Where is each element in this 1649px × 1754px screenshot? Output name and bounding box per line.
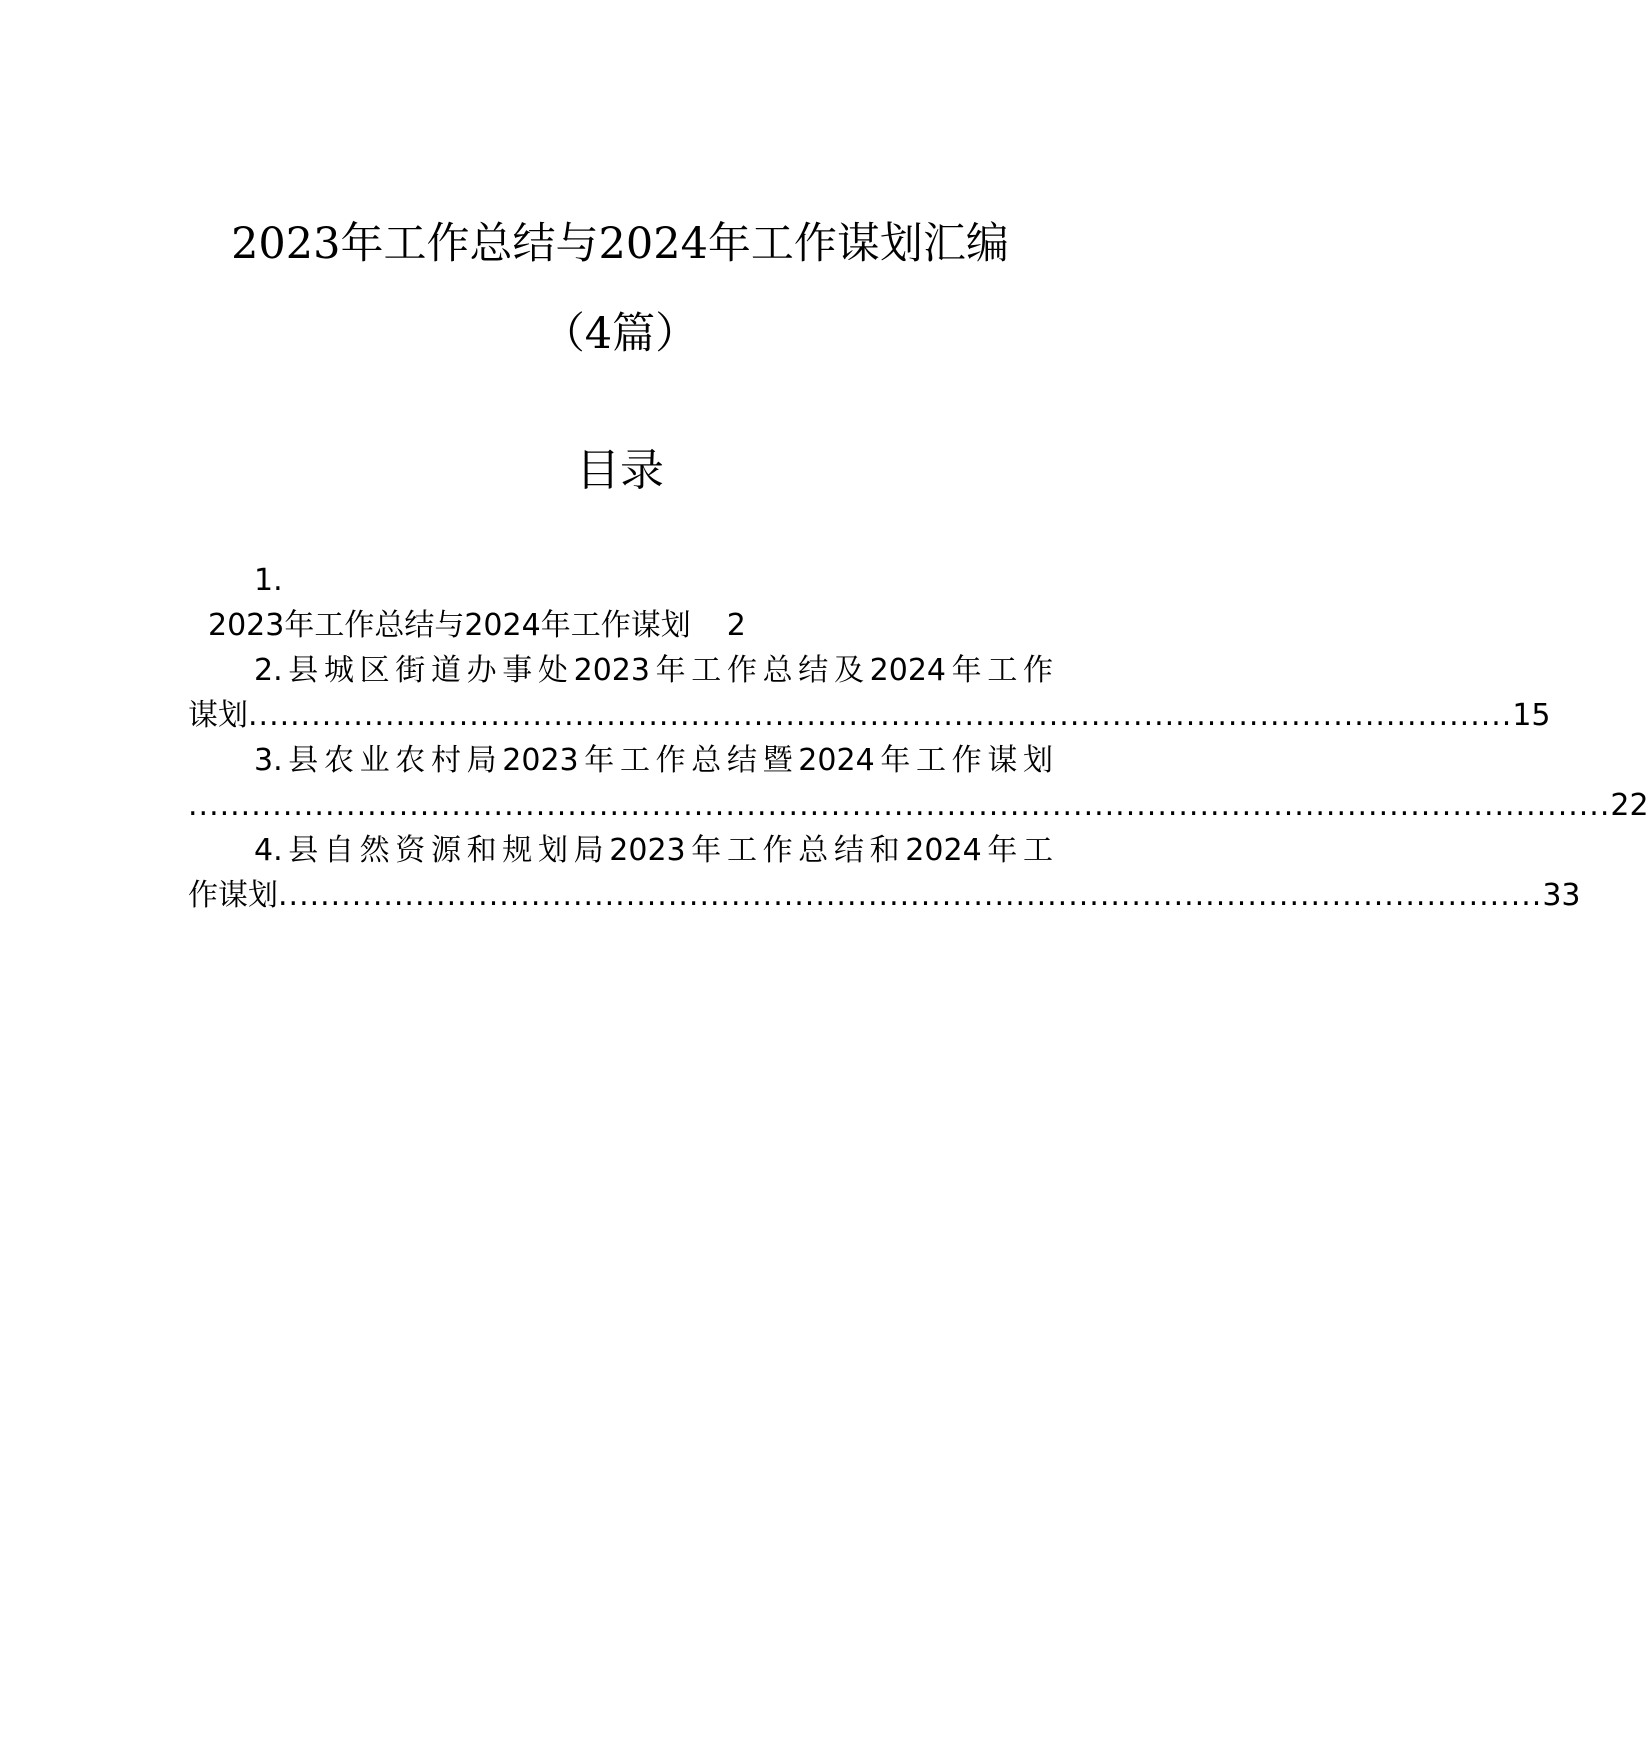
- toc-entry-2-label-cont: 谋划: [188, 698, 248, 733]
- toc-entry-1-page: 2: [726, 608, 746, 643]
- toc-entry-3-page: 22: [1610, 788, 1649, 823]
- toc-entry-4-dots: ........................................................................................................................: [278, 878, 1543, 913]
- toc-entry-1-number[interactable]: 1.: [254, 563, 283, 598]
- toc-entry-3-dots: .......................................................................................................................................: [188, 788, 1611, 823]
- toc-heading: 目录: [576, 445, 664, 496]
- document-subtitle: （4篇）: [541, 309, 699, 359]
- toc-entry-3-title[interactable]: 3.县农业农村局2023年工作总结暨2024年工作谋划: [254, 743, 1053, 778]
- toc-entry-4-page: 33: [1542, 878, 1581, 913]
- toc-entry-2-leader[interactable]: [188, 698, 1551, 733]
- toc-entry-2-page: 15: [1512, 698, 1551, 733]
- toc-entry-3-leader[interactable]: [188, 788, 1649, 823]
- toc-entry-2-title[interactable]: 2.县城区街道办事处2023年工作总结及2024年工作: [254, 653, 1053, 688]
- toc-entry-4-label-cont: 作谋划: [188, 878, 278, 913]
- toc-entry-2-dots: ........................................................................................................................: [248, 698, 1513, 733]
- toc-entry-1-label: 2023年工作总结与2024年工作谋划: [208, 608, 691, 643]
- toc-entry-1-title[interactable]: [208, 608, 746, 643]
- toc-entry-4-leader[interactable]: [188, 878, 1581, 913]
- toc-entry-4-title[interactable]: 4.县自然资源和规划局2023年工作总结和2024年工: [254, 833, 1053, 868]
- document-title: 2023年工作总结与2024年工作谋划汇编: [231, 219, 1009, 269]
